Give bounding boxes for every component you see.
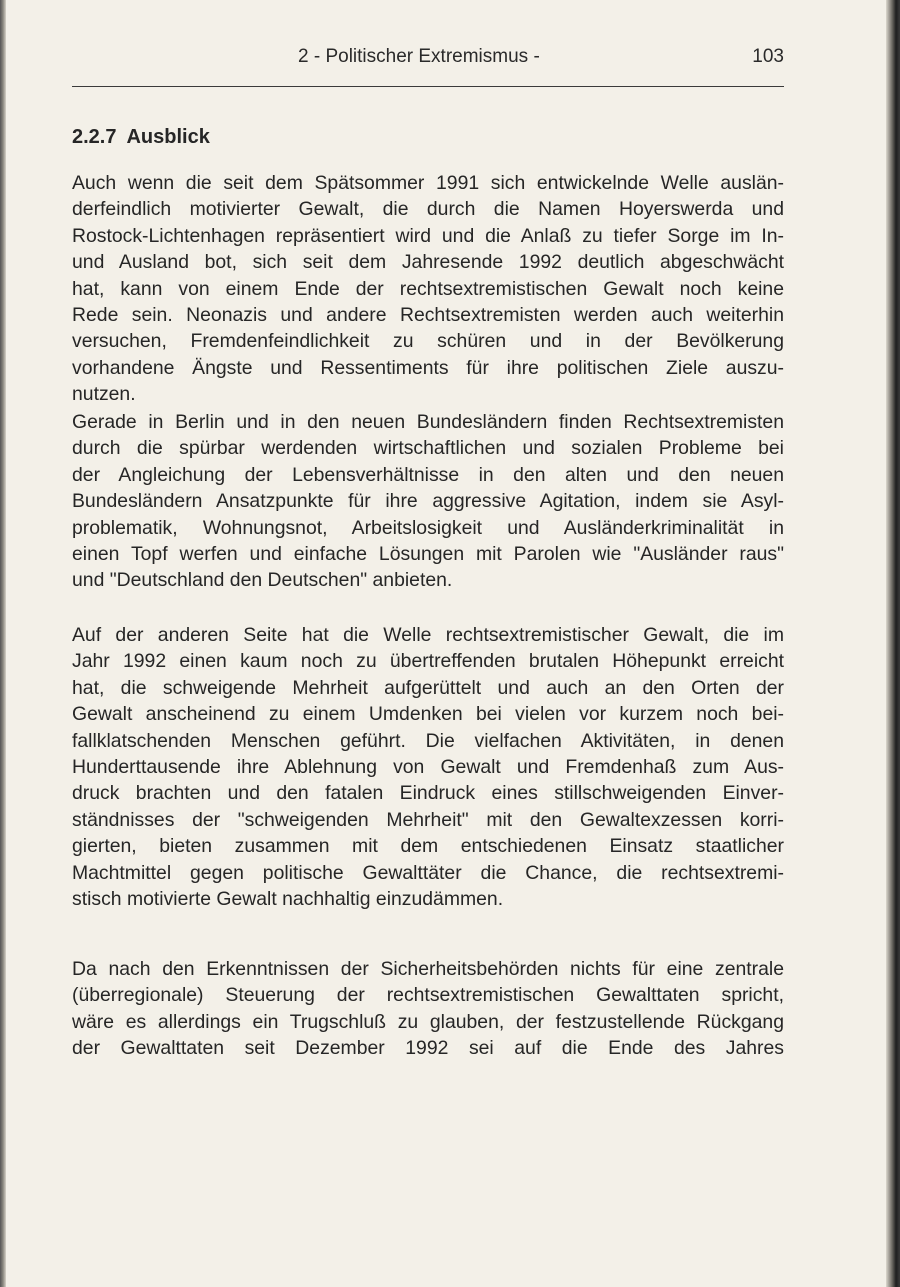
text-line: wäre es allerdings ein Trugschluß zu glauben, der festzustellende Rückgang [72,1010,784,1033]
paragraph-2 [72,409,784,594]
text-line: Da nach den Erkenntnissen der Sicherheitsbehörden nichts für eine zentrale [72,958,784,980]
text-line: Machtmittel gegen politische Gewalttäter die Chance, die rechtsextremi- [72,861,784,884]
text-line: hat, kann von einem Ende der rechtsextremistischen Gewalt noch keine [72,277,784,300]
header-rule [72,86,784,87]
text-line: Auf der anderen Seite hat die Welle rechtsextremistischer Gewalt, die im [72,624,784,646]
text-line: einen Topf werfen und einfache Lösungen mit Parolen wie "Ausländer raus" [72,543,784,566]
text-line: versuchen, Fremdenfeindlichkeit zu schüren und in der Bevölkerung [72,330,784,353]
text-line: problematik, Wohnungsnot, Arbeitslosigkeit und Ausländerkriminalität in [72,516,784,539]
text-line: Bundesländern Ansatzpunkte für ihre aggressive Agitation, indem sie Asyl- [72,490,784,513]
text-line: (überregionale) Steuerung der rechtsextremistischen Gewalttaten spricht, [72,984,784,1007]
section-heading [72,126,210,149]
section-title: Ausblick [126,126,210,148]
paragraph-3 [72,622,784,912]
text-line: ständnisses der "schweigenden Mehrheit" mit den Gewaltexzessen korri- [72,808,784,831]
text-line: Gewalt anscheinend zu einem Umdenken bei vielen vor kurzem noch bei- [72,703,784,726]
page-number: 103 [752,46,784,67]
text-line: und Ausland bot, sich seit dem Jahresende 1992 deutlich abgeschwächt [72,251,784,274]
text-line: derfeindlich motivierter Gewalt, die durch die Namen Hoyerswerda und [72,198,784,221]
text-line: Rede sein. Neonazis und andere Rechtsextremisten werden auch weiterhin [72,304,784,327]
section-number: 2.2.7 [72,126,117,148]
text-line: der Gewalttaten seit Dezember 1992 sei auf die Ende des Jahres [72,1037,784,1060]
text-line: vorhandene Ängste und Ressentiments für ihre politischen Ziele auszu- [72,356,784,379]
text-line: der Angleichung der Lebensverhältnisse in den alten und den neuen [72,463,784,486]
text-line: Rostock-Lichtenhagen repräsentiert wird und die Anlaß zu tiefer Sorge im In- [72,224,784,247]
page-binding-shadow-left [0,0,6,1287]
text-line: Jahr 1992 einen kaum noch zu übertreffenden brutalen Höhepunkt erreicht [72,650,784,673]
text-line: stisch motivierte Gewalt nachhaltig einzudämmen. [72,888,504,911]
text-line: Hunderttausende ihre Ablehnung von Gewalt und Fremdenhaß zum Aus- [72,756,784,779]
text-line: durch die spürbar werdenden wirtschaftlichen und sozialen Probleme bei [72,437,784,460]
text-line: hat, die schweigende Mehrheit aufgerüttelt und auch an den Orten der [72,676,784,699]
text-line: Auch wenn die seit dem Spätsommer 1991 sich entwickelnde Welle auslän- [72,172,784,194]
page-binding-shadow-right [886,0,900,1287]
text-line: fallklatschenden Menschen geführt. Die vielfachen Aktivitäten, in denen [72,729,784,752]
text-line: nutzen. [72,383,136,406]
paragraph-1 [72,170,784,408]
running-header-title: 2 - Politischer Extremismus - [298,46,540,67]
text-line: gierten, bieten zusammen mit dem entschiedenen Einsatz staatlicher [72,835,784,858]
paragraph-4 [72,956,784,1062]
text-line: druck brachten und den fatalen Eindruck eines stillschweigenden Einver- [72,782,784,805]
text-line: und "Deutschland den Deutschen" anbieten. [72,569,453,592]
running-header [72,44,784,74]
text-line: Gerade in Berlin und in den neuen Bundesländern finden Rechtsextremisten [72,411,784,433]
